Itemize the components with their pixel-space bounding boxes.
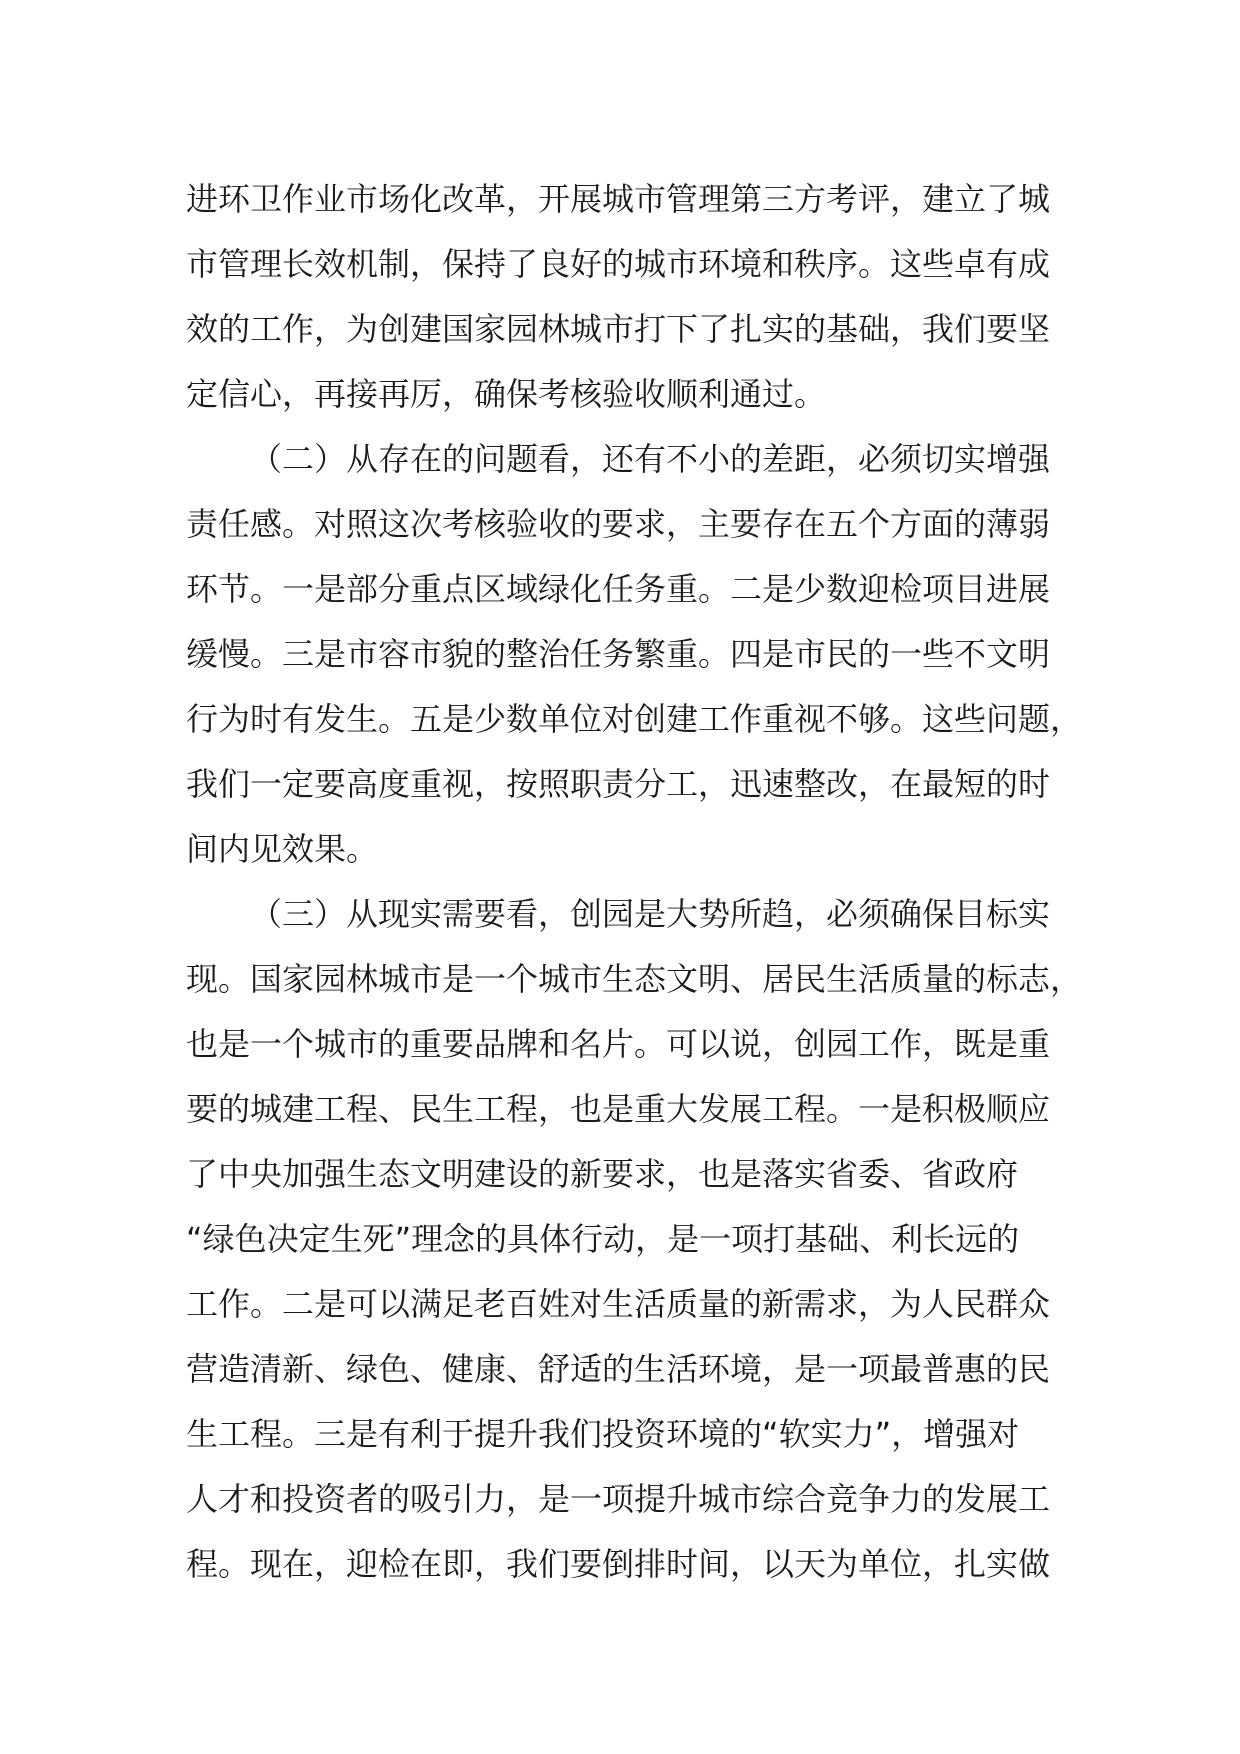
paragraph-line: 市管理长效机制，保持了良好的城市环境和秩序。这些卓有成 [186, 245, 1051, 283]
paragraph-line: 程。现在，迎检在即，我们要倒排时间，以天为单位，扎实做 [186, 1545, 1051, 1583]
paragraph-line: 间内见效果。 [186, 830, 379, 868]
paragraph-first-line: （三）从现实需要看，创园是大势所趋，必须确保目标实 [250, 895, 1051, 933]
paragraph-line: 现。国家园林城市是一个城市生态文明、居民生活质量的标志， [186, 960, 1083, 998]
paragraph-line: “绿色决定生死”理念的具体行动，是一项打基础、利长远的 [186, 1220, 1020, 1258]
paragraph-line: 生工程。三是有利于提升我们投资环境的“软实力”，增强对 [186, 1415, 1020, 1453]
paragraph-line: 环节。一是部分重点区域绿化任务重。二是少数迎检项目进展 [186, 570, 1051, 608]
paragraph-line: 定信心，再接再厉，确保考核验收顺利通过。 [186, 375, 827, 413]
paragraph-first-line: （二）从存在的问题看，还有不小的差距，必须切实增强 [250, 440, 1051, 478]
paragraph-line: 要的城建工程、民生工程，也是重大发展工程。一是积极顺应 [186, 1090, 1051, 1128]
paragraph-line: 效的工作，为创建国家园林城市打下了扎实的基础，我们要坚 [186, 310, 1051, 348]
paragraph-line: 行为时有发生。五是少数单位对创建工作重视不够。这些问题， [186, 700, 1083, 738]
paragraph-line: 营造清新、绿色、健康、舒适的生活环境，是一项最普惠的民 [186, 1350, 1051, 1388]
paragraph-line: 缓慢。三是市容市貌的整治任务繁重。四是市民的一些不文明 [186, 635, 1051, 673]
paragraph-line: 工作。二是可以满足老百姓对生活质量的新需求，为人民群众 [186, 1285, 1051, 1323]
paragraph-line: 了中央加强生态文明建设的新要求，也是落实省委、省政府 [186, 1155, 1019, 1193]
paragraph-line: 责任感。对照这次考核验收的要求，主要存在五个方面的薄弱 [186, 505, 1051, 543]
paragraph-line: 人才和投资者的吸引力，是一项提升城市综合竞争力的发展工 [186, 1480, 1051, 1518]
document-body [186, 167, 1083, 1597]
paragraph-line: 也是一个城市的重要品牌和名片。可以说，创园工作，既是重 [186, 1025, 1051, 1063]
paragraph-line: 进环卫作业市场化改革，开展城市管理第三方考评，建立了城 [186, 180, 1051, 218]
paragraph-line: 我们一定要高度重视，按照职责分工，迅速整改，在最短的时 [186, 765, 1051, 803]
